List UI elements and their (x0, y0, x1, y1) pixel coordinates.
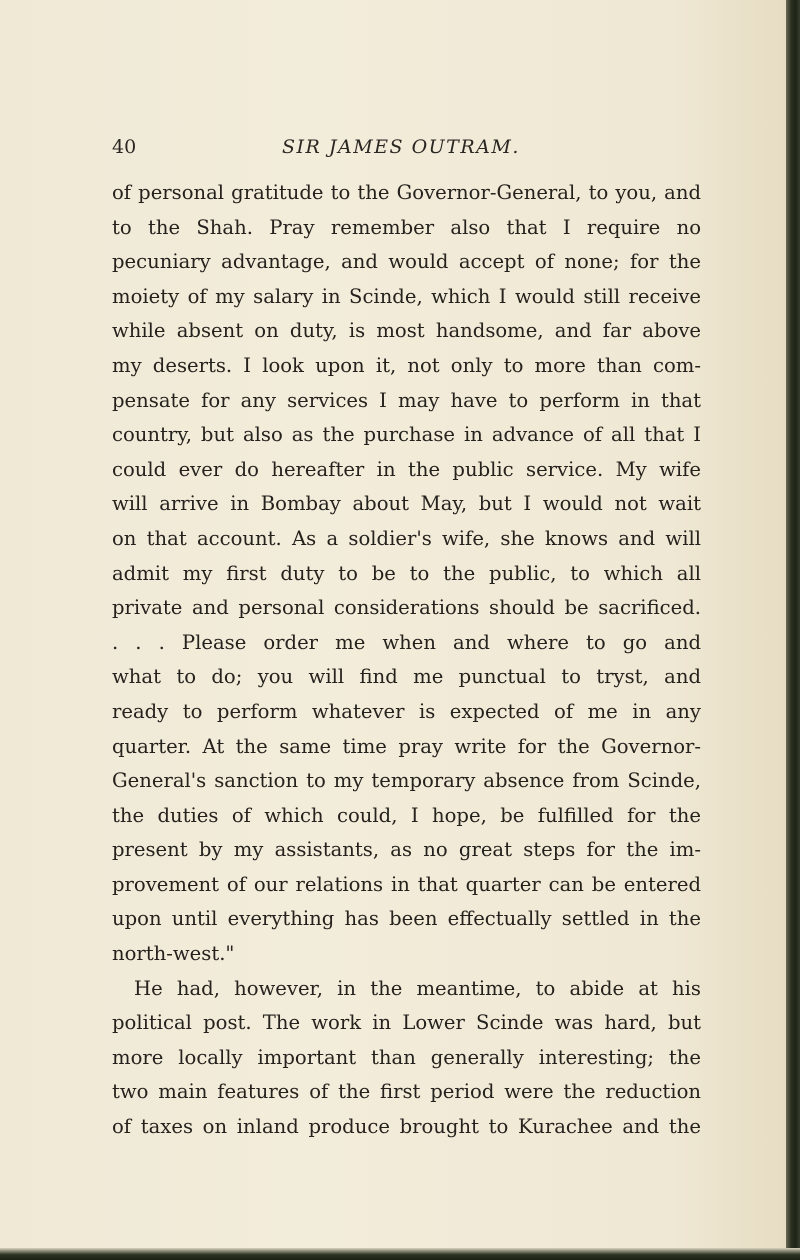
text-line: quarter. At the same time pray write for the Governor- (112, 734, 701, 758)
text-line: what to do; you will find me punctual to tryst, and (112, 665, 701, 689)
text-line: He had, however, in the meantime, to abide at his (134, 976, 701, 1000)
text-line: two main features of the first period were the reduction (112, 1080, 701, 1104)
text-line: private and personal considerations should be sacrificed. (112, 596, 701, 620)
text-line: my deserts. I look upon it, not only to more than com- (112, 353, 701, 377)
running-title: SIR JAMES OUTRAM. (282, 136, 520, 158)
book-edge-right (786, 0, 800, 1260)
text-line: present by my assistants, as no great steps for the im- (112, 838, 701, 862)
text-line: country, but also as the purchase in advance of all that I (112, 423, 701, 447)
text-line: moiety of my salary in Scinde, which I would still receive (112, 284, 701, 308)
text-line: north-west." (112, 942, 235, 966)
page-header (112, 133, 692, 161)
text-line: General's sanction to my temporary absence from Scinde, (112, 769, 701, 793)
text-line: admit my first duty to be to the public, to which all (112, 561, 701, 585)
text-line: will arrive in Bombay about May, but I would not wait (112, 492, 701, 516)
text-line: the duties of which could, I hope, be fulfilled for the (112, 803, 701, 827)
text-line: to the Shah. Pray remember also that I require no (112, 215, 701, 239)
text-line: ready to perform whatever is expected of me in any (112, 699, 701, 723)
text-line: pensate for any services I may have to perform in that (112, 388, 701, 412)
text-line: . . . Please order me when and where to go and (112, 630, 701, 654)
page-number: 40 (112, 136, 137, 158)
text-line: pecuniary advantage, and would accept of none; for the (112, 250, 701, 274)
text-line: could ever do hereafter in the public service. My wife (112, 457, 701, 481)
text-line: of taxes on inland produce brought to Kurachee and the (112, 1115, 701, 1139)
text-line: political post. The work in Lower Scinde was hard, but (112, 1011, 701, 1035)
text-line: more locally important than generally interesting; the (112, 1045, 701, 1069)
text-line: on that account. As a soldier's wife, she knows and will (112, 526, 701, 550)
book-edge-bottom (0, 1248, 800, 1260)
text-line: upon until everything has been effectually settled in the (112, 907, 701, 931)
text-line: provement of our relations in that quarter can be entered (112, 872, 701, 896)
body-text (112, 176, 701, 1145)
text-line: while absent on duty, is most handsome, and far above (112, 319, 701, 343)
text-line: of personal gratitude to the Governor-General, to you, and (112, 181, 701, 204)
